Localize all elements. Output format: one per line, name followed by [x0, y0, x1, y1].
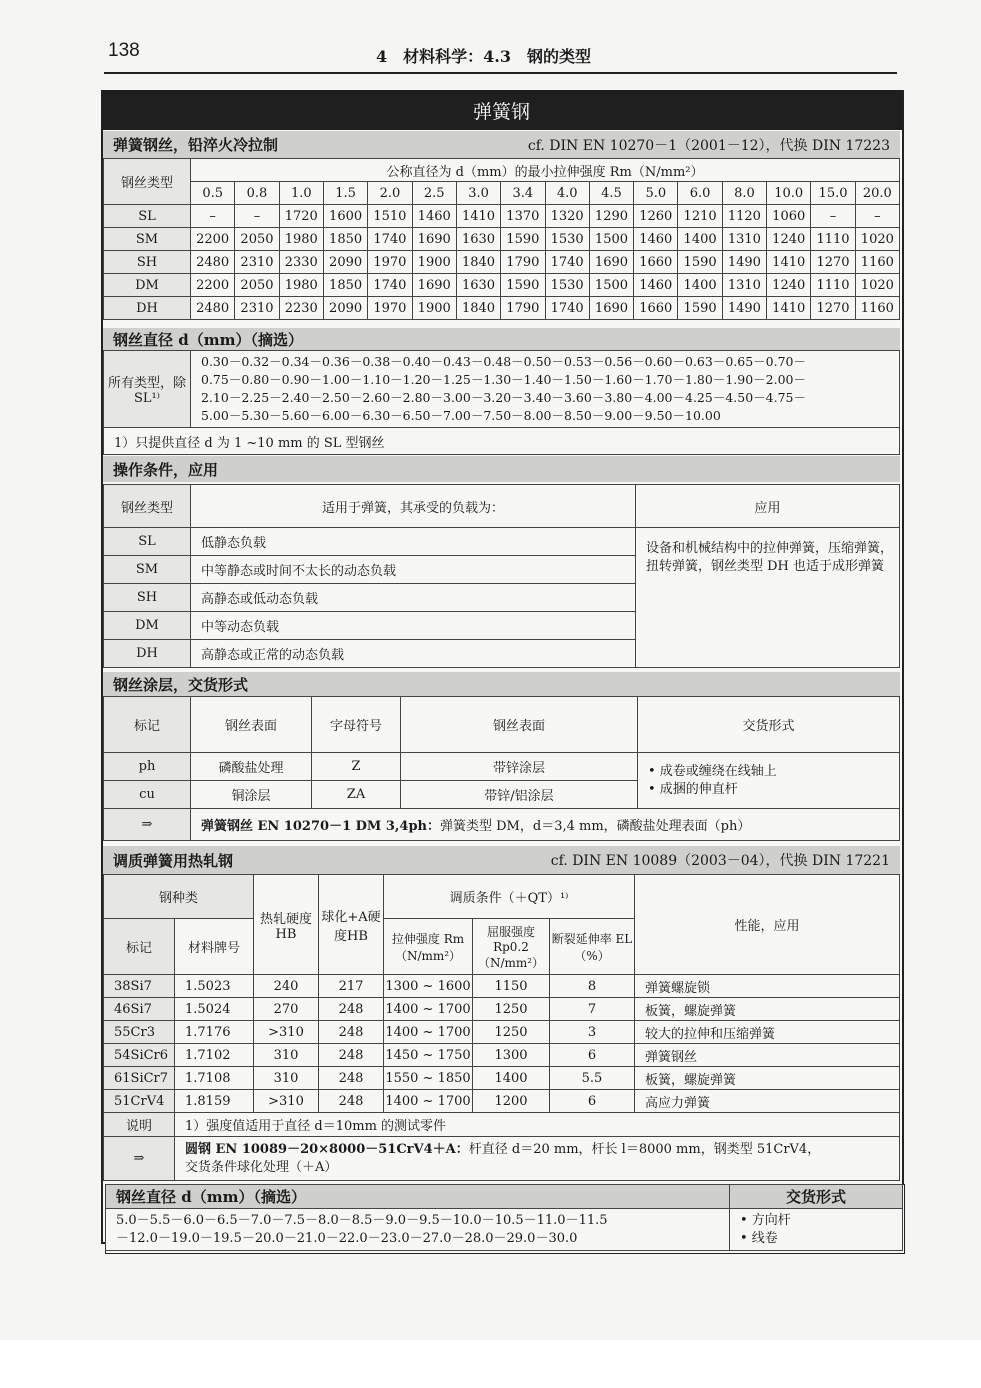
- diameter-list: [103, 350, 900, 455]
- delivery-forms: [730, 1209, 903, 1251]
- table-row: [104, 274, 900, 297]
- tensile-value: 1400: [678, 228, 722, 251]
- tensile-value: 1160: [855, 251, 899, 274]
- coating-surface: 磷酸盐处理: [191, 753, 312, 781]
- cell-el: 8: [550, 975, 635, 998]
- cell-hba: 248: [319, 1090, 384, 1113]
- type-header: 钢丝类型: [104, 485, 191, 528]
- delivery-item: • 成卷或缠绕在线轴上: [648, 763, 777, 779]
- coating-mark: ph: [104, 753, 191, 781]
- section-title: 钢丝直径 d（mm）（摘选）: [106, 1185, 730, 1209]
- section-header-hotrolled: [103, 846, 900, 874]
- tensile-value: 1740: [368, 274, 412, 297]
- section-header-wire: [103, 131, 900, 158]
- example-row: [104, 809, 900, 841]
- cell-el: 6: [550, 1044, 635, 1067]
- cell-hb: 270: [254, 998, 319, 1021]
- example-text: [175, 1137, 900, 1181]
- cell-rp: 1300: [473, 1044, 550, 1067]
- diameter-line: －12.0－19.0－19.5－20.0－21.0－22.0－23.0－27.0－28.0－29.0－30.0: [116, 1230, 578, 1246]
- cell-m: 46Si7: [104, 998, 175, 1021]
- tensile-value: 1690: [412, 274, 456, 297]
- diameter-header: 5.0: [634, 182, 678, 205]
- tensile-value: 1980: [279, 274, 323, 297]
- tensile-value: 1270: [811, 251, 855, 274]
- tensile-value: 1720: [279, 205, 323, 228]
- tensile-value: 1110: [811, 274, 855, 297]
- diameter-header: 4.0: [545, 182, 589, 205]
- arrow-icon: ⇒: [104, 1137, 175, 1181]
- tensile-value: 2200: [191, 228, 235, 251]
- tensile-value: 1020: [855, 228, 899, 251]
- note-text: 1）强度值适用于直径 d＝10mm 的测试零件: [175, 1113, 900, 1137]
- tensile-value: 1590: [678, 297, 722, 320]
- col-surface: 钢丝表面: [191, 697, 312, 753]
- delivery-item: • 方向杆: [740, 1212, 791, 1228]
- cell-u: 弹簧螺旋锁: [635, 975, 900, 998]
- tensile-value: 1460: [634, 228, 678, 251]
- tensile-value: 2050: [235, 274, 279, 297]
- diameter-header: 6.0: [678, 182, 722, 205]
- coating-surface-2: 带锌/铝涂层: [401, 781, 638, 809]
- hotrolled-table: [103, 874, 900, 1181]
- tensile-value: –: [855, 205, 899, 228]
- table-row: [104, 528, 900, 556]
- tensile-value: 1210: [678, 205, 722, 228]
- diameter-header: 3.4: [501, 182, 545, 205]
- example-bold: 弹簧钢丝 EN 10270－1 DM 3,4ph：: [201, 819, 440, 834]
- tensile-value: 2330: [279, 251, 323, 274]
- coating-surface-2: 带锌涂层: [401, 753, 638, 781]
- tensile-value: 1850: [323, 228, 367, 251]
- example-desc-2: 交货条件球化处理（＋A）: [185, 1159, 338, 1175]
- tensile-value: 1460: [412, 205, 456, 228]
- cell-rp: 1250: [473, 998, 550, 1021]
- tensile-value: 1740: [545, 251, 589, 274]
- table-row: [104, 753, 900, 781]
- tensile-value: 1900: [412, 297, 456, 320]
- rp-header: 屈服强度 Rp0.2（N/mm²）: [473, 919, 550, 975]
- cell-hb: 310: [254, 1044, 319, 1067]
- tensile-value: 1590: [501, 274, 545, 297]
- tensile-value: 1310: [722, 228, 766, 251]
- cell-hba: 248: [319, 998, 384, 1021]
- tensile-value: 1900: [412, 251, 456, 274]
- qt-header: 调质条件（＋QT）¹⁾: [384, 875, 635, 919]
- section-title: 弹簧钢丝，铅淬火冷拉制: [113, 136, 279, 154]
- tensile-value: 2480: [191, 251, 235, 274]
- coating-mark: cu: [104, 781, 191, 809]
- col-letter: 字母符号: [312, 697, 401, 753]
- load-description: 中等动态负载: [191, 612, 636, 640]
- cell-hb: >310: [254, 1090, 319, 1113]
- wire-type: SL: [104, 528, 191, 556]
- chapter-title: 4 材料科学：4.3 钢的类型: [376, 47, 591, 66]
- cell-u: 高应力弹簧: [635, 1090, 900, 1113]
- tensile-value: 1790: [501, 251, 545, 274]
- tensile-value: 1120: [722, 205, 766, 228]
- tensile-value: 1240: [767, 274, 811, 297]
- diameter-header: 2.0: [368, 182, 412, 205]
- cell-rm: 1450 ~ 1750: [384, 1044, 473, 1067]
- cell-m: 61SiCr7: [104, 1067, 175, 1090]
- tensile-value: 1260: [634, 205, 678, 228]
- tensile-value: 1590: [501, 228, 545, 251]
- coating-letter: Z: [312, 753, 401, 781]
- wire-type: DM: [104, 612, 191, 640]
- cell-el: 5.5: [550, 1067, 635, 1090]
- cell-u: 板簧，螺旋弹簧: [635, 998, 900, 1021]
- tensile-value: 1590: [678, 251, 722, 274]
- table-row: [104, 251, 900, 274]
- section-title: 调质弹簧用热轧钢: [113, 851, 234, 870]
- load-description: 高静态或正常的动态负载: [191, 640, 636, 668]
- diameter-line: 5.00－5.30－5.60－6.00－6.30－6.50－7.00－7.50－8.00－8.50－9.00－9.50－10.00: [201, 408, 721, 423]
- coating-surface: 铜涂层: [191, 781, 312, 809]
- footnote: 1）只提供直径 d 为 1 ~10 mm 的 SL 型钢丝: [104, 428, 900, 455]
- tensile-value: 1970: [368, 297, 412, 320]
- cell-n: 1.7102: [175, 1044, 254, 1067]
- tensile-value: 2050: [235, 228, 279, 251]
- diameter-line: 2.10－2.25－2.40－2.50－2.60－2.80－3.00－3.20－3.40－3.60－3.80－4.00－4.25－4.50－4.75－: [201, 390, 806, 405]
- el-header: 断裂延伸率 EL（%）: [550, 919, 635, 975]
- example-desc: 杆直径 d＝20 mm，杆长 l＝8000 mm，钢类型 51CrV4，: [468, 1141, 821, 1157]
- cell-rp: 1150: [473, 975, 550, 998]
- tensile-value: 1400: [678, 274, 722, 297]
- hba-header: 球化+A硬度HB: [319, 875, 384, 975]
- section-title: 操作条件，应用: [113, 460, 219, 479]
- cell-el: 6: [550, 1090, 635, 1113]
- diameter-line: 5.0－5.5－6.0－6.5－7.0－7.5－8.0－8.5－9.0－9.5－10.0－10.5－11.0－11.5: [116, 1212, 608, 1228]
- cell-hba: 248: [319, 1044, 384, 1067]
- tensile-value: 2090: [323, 251, 367, 274]
- diameter-line: 0.75－0.80－0.90－1.00－1.10－1.20－1.25－1.30－1.40－1.50－1.60－1.70－1.80－1.90－2.00－: [201, 372, 806, 387]
- tensile-value: –: [235, 205, 279, 228]
- section-header-diameters: [103, 328, 900, 350]
- col-surface-2: 钢丝表面: [401, 697, 638, 753]
- tensile-value: 1490: [722, 251, 766, 274]
- wire-type: SM: [104, 228, 191, 251]
- example-desc: 弹簧类型 DM，d＝3,4 mm，磷酸盐处理表面（ph）: [440, 819, 751, 834]
- cell-m: 54SiCr6: [104, 1044, 175, 1067]
- kind-header: 钢种类: [104, 875, 254, 919]
- diameter-header: 15.0: [811, 182, 855, 205]
- diameter-values: [191, 351, 900, 428]
- tensile-value: 1970: [368, 251, 412, 274]
- tensile-value: 2480: [191, 297, 235, 320]
- table-row: [104, 975, 900, 998]
- cell-rm: 1300 ~ 1600: [384, 975, 473, 998]
- tensile-table: [103, 158, 900, 320]
- example-text: [191, 809, 900, 841]
- tensile-value: 1530: [545, 228, 589, 251]
- cell-rp: 1250: [473, 1021, 550, 1044]
- tensile-value: 1840: [456, 297, 500, 320]
- wire-type: SH: [104, 584, 191, 612]
- tensile-value: 2200: [191, 274, 235, 297]
- tensile-value: 1690: [589, 251, 633, 274]
- tensile-value: 1270: [811, 297, 855, 320]
- diameter-line: 0.30－0.32－0.34－0.36－0.38－0.40－0.43－0.48－0.50－0.53－0.56－0.60－0.63－0.65－0.70－: [201, 354, 806, 369]
- tensile-value: 1500: [589, 228, 633, 251]
- tensile-value: 1840: [456, 251, 500, 274]
- tensile-value: 1740: [545, 297, 589, 320]
- tensile-value: 1980: [279, 228, 323, 251]
- wire-type: SL: [104, 205, 191, 228]
- example-row: [104, 1137, 900, 1181]
- wire-type: SM: [104, 556, 191, 584]
- diameter-values: [106, 1209, 730, 1251]
- tensile-value: 1630: [456, 274, 500, 297]
- example-bold: 圆钢 EN 10089－20×8000－51CrV4＋A：: [185, 1141, 469, 1157]
- tensile-value: 1850: [323, 274, 367, 297]
- cell-rm: 1400 ~ 1700: [384, 1090, 473, 1113]
- hb-header: 热轧硬度HB: [254, 875, 319, 975]
- diameter-header: 20.0: [855, 182, 899, 205]
- cell-n: 1.7108: [175, 1067, 254, 1090]
- cell-u: 较大的拉伸和压缩弹簧: [635, 1021, 900, 1044]
- col-delivery: 交货形式: [638, 697, 900, 753]
- cell-n: 1.5023: [175, 975, 254, 998]
- tensile-value: 2310: [235, 297, 279, 320]
- tensile-value: 1020: [855, 274, 899, 297]
- tensile-value: 1460: [634, 274, 678, 297]
- cell-rm: 1400 ~ 1700: [384, 1021, 473, 1044]
- diameter-header: 0.8: [235, 182, 279, 205]
- wire-type: DM: [104, 274, 191, 297]
- application-text: 设备和机械结构中的拉伸弹簧，压缩弹簧，扭转弹簧，钢丝类型 DH 也适于成形弹簧: [636, 528, 900, 668]
- tensile-value: 1790: [501, 297, 545, 320]
- tensile-value: 1630: [456, 228, 500, 251]
- section-ref: cf. DIN EN 10270－1（2001－12），代换 DIN 17223: [527, 137, 890, 154]
- cell-m: 51CrV4: [104, 1090, 175, 1113]
- cell-n: 1.5024: [175, 998, 254, 1021]
- diameter-header: 0.5: [191, 182, 235, 205]
- tensile-value: 1320: [545, 205, 589, 228]
- tensile-value: –: [191, 205, 235, 228]
- tensile-value: 1060: [767, 205, 811, 228]
- tensile-value: 2090: [323, 297, 367, 320]
- cell-rp: 1200: [473, 1090, 550, 1113]
- cell-hba: 248: [319, 1067, 384, 1090]
- conditions-table: [103, 484, 900, 668]
- table-row: [104, 228, 900, 251]
- diameter-header: 3.0: [456, 182, 500, 205]
- page-number: 138: [108, 40, 140, 61]
- coating-letter: ZA: [312, 781, 401, 809]
- banner: 弹簧钢: [101, 90, 902, 130]
- tensile-value: 1370: [501, 205, 545, 228]
- tensile-value: 1690: [589, 297, 633, 320]
- table-row: [104, 998, 900, 1021]
- diameter-header: 1.5: [323, 182, 367, 205]
- cell-hb: 240: [254, 975, 319, 998]
- note-row: [104, 1113, 900, 1137]
- delivery-title: 交货形式: [730, 1185, 903, 1209]
- wire-type: SH: [104, 251, 191, 274]
- cell-hba: 217: [319, 975, 384, 998]
- section-title: 钢丝涂层，交货形式: [113, 675, 249, 694]
- delivery-item: • 成捆的伸直杆: [648, 781, 738, 797]
- use-header: 性能，应用: [635, 875, 900, 975]
- table-row: [104, 1021, 900, 1044]
- section-header-coating: [103, 672, 900, 696]
- diameter-span-header: 公称直径为 d（mm）的最小拉伸强度 Rm（N/mm²）: [191, 159, 900, 182]
- cell-hba: 248: [319, 1021, 384, 1044]
- delivery-item: • 线卷: [740, 1230, 778, 1246]
- tensile-value: 1290: [589, 205, 633, 228]
- tensile-value: 1110: [811, 228, 855, 251]
- delivery-forms: [638, 753, 900, 809]
- cell-hb: >310: [254, 1021, 319, 1044]
- cell-n: 1.8159: [175, 1090, 254, 1113]
- tensile-value: 1500: [589, 274, 633, 297]
- cell-el: 3: [550, 1021, 635, 1044]
- section-header-conditions: [103, 456, 900, 482]
- tensile-value: 1740: [368, 228, 412, 251]
- tensile-value: 1600: [323, 205, 367, 228]
- load-description: 低静态负载: [191, 528, 636, 556]
- tensile-value: 2230: [279, 297, 323, 320]
- load-description: 高静态或低动态负载: [191, 584, 636, 612]
- cell-u: 板簧，螺旋弹簧: [635, 1067, 900, 1090]
- cell-n: 1.7176: [175, 1021, 254, 1044]
- bottom-table: [105, 1184, 903, 1251]
- tensile-value: 1510: [368, 205, 412, 228]
- tensile-value: –: [811, 205, 855, 228]
- rm-header: 拉伸强度 Rm（N/mm²）: [384, 919, 473, 975]
- table-row: [104, 1067, 900, 1090]
- table-row: [104, 297, 900, 320]
- diameter-header: 1.0: [279, 182, 323, 205]
- tensile-value: 1490: [722, 297, 766, 320]
- cell-rp: 1400: [473, 1067, 550, 1090]
- diameter-header: 8.0: [722, 182, 766, 205]
- application-header: 应用: [636, 485, 900, 528]
- tensile-value: 1160: [855, 297, 899, 320]
- cell-hb: 310: [254, 1067, 319, 1090]
- diameter-header: 10.0: [767, 182, 811, 205]
- load-header: 适用于弹簧，其承受的负载为：: [191, 485, 636, 528]
- table-row: [104, 1044, 900, 1067]
- arrow-icon: ⇒: [104, 809, 191, 841]
- diameter-label: 所有类型，除SL¹⁾: [104, 351, 191, 428]
- tensile-value: 1410: [767, 251, 811, 274]
- diameter-header: 2.5: [412, 182, 456, 205]
- table-row: [104, 205, 900, 228]
- col-mark: 标记: [104, 697, 191, 753]
- tensile-value: 1410: [456, 205, 500, 228]
- type-header: 钢丝类型: [104, 159, 191, 205]
- tensile-value: 1240: [767, 228, 811, 251]
- wire-type: DH: [104, 640, 191, 668]
- section-title: 钢丝直径 d（mm）（摘选）: [113, 330, 303, 349]
- cell-el: 7: [550, 998, 635, 1021]
- tensile-value: 1530: [545, 274, 589, 297]
- tensile-value: 1410: [767, 297, 811, 320]
- tensile-value: 2310: [235, 251, 279, 274]
- cell-m: 55Cr3: [104, 1021, 175, 1044]
- mark-header: 标记: [104, 919, 175, 975]
- cell-rm: 1550 ~ 1850: [384, 1067, 473, 1090]
- cell-rm: 1400 ~ 1700: [384, 998, 473, 1021]
- cell-m: 38Si7: [104, 975, 175, 998]
- tensile-value: 1310: [722, 274, 766, 297]
- table-row: [104, 1090, 900, 1113]
- tensile-value: 1660: [634, 251, 678, 274]
- load-description: 中等静态或时间不太长的动态负载: [191, 556, 636, 584]
- diameter-header: 4.5: [589, 182, 633, 205]
- tensile-value: 1690: [412, 228, 456, 251]
- wire-type: DH: [104, 297, 191, 320]
- coating-table: [103, 696, 900, 841]
- tensile-value: 1660: [634, 297, 678, 320]
- note-label: 说明: [104, 1113, 175, 1137]
- material-no-header: 材料牌号: [175, 919, 254, 975]
- section-ref: cf. DIN EN 10089（2003－04），代换 DIN 17221: [550, 853, 890, 869]
- header-rule: [104, 72, 897, 74]
- cell-u: 弹簧钢丝: [635, 1044, 900, 1067]
